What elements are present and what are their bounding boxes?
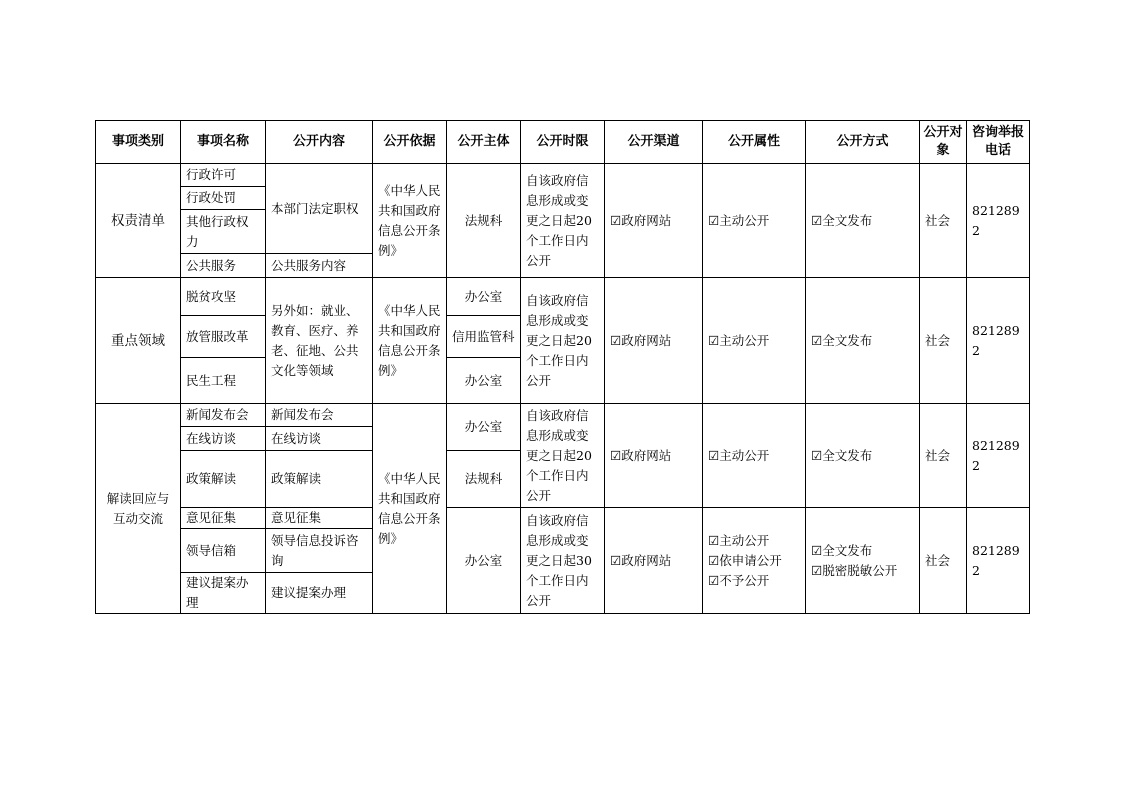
- content-cell: 政策解读: [266, 451, 373, 508]
- item-name-cell: 行政许可: [181, 164, 266, 187]
- item-name-cell: 政策解读: [181, 451, 266, 508]
- item-name-cell: 放管服改革: [181, 316, 266, 358]
- target-cell: 社会: [920, 278, 967, 404]
- item-name-cell: 建议提案办理: [181, 573, 266, 614]
- attribute-cell: ☑主动公开: [703, 278, 806, 404]
- item-name-cell: 行政处罚: [181, 187, 266, 210]
- content-cell: 另外如：就业、教育、医疗、养老、征地、公共文化等领域: [266, 278, 373, 404]
- category-cell: 解读回应与互动交流: [96, 404, 181, 614]
- header-category: 事项类别: [96, 121, 181, 164]
- item-name-cell: 民生工程: [181, 358, 266, 404]
- phone-cell: 8212892: [967, 278, 1030, 404]
- header-phone: 咨询举报电话: [967, 121, 1030, 164]
- attribute-cell: ☑主动公开: [703, 164, 806, 278]
- header-subject: 公开主体: [447, 121, 521, 164]
- header-row: [96, 121, 1030, 164]
- attribute-option: ☑不予公开: [708, 572, 770, 588]
- category-cell: 重点领域: [96, 278, 181, 404]
- header-method: 公开方式: [806, 121, 920, 164]
- channel-cell: ☑政府网站: [605, 164, 703, 278]
- channel-cell: ☑政府网站: [605, 278, 703, 404]
- content-cell: 领导信息投诉咨询: [266, 529, 373, 573]
- phone-cell: 8212892: [967, 164, 1030, 278]
- phone-cell: 8212892: [967, 508, 1030, 614]
- basis-cell: 《中华人民共和国政府信息公开条例》: [373, 404, 447, 614]
- subject-cell: 法规科: [447, 451, 521, 508]
- target-cell: 社会: [920, 164, 967, 278]
- basis-cell: 《中华人民共和国政府信息公开条例》: [373, 278, 447, 404]
- attribute-cell: ☑主动公开: [703, 404, 806, 508]
- content-cell: 意见征集: [266, 508, 373, 529]
- method-cell: [806, 508, 920, 614]
- content-cell: 公共服务内容: [266, 254, 373, 278]
- attribute-option: ☑主动公开: [708, 532, 770, 548]
- item-name-cell: 公共服务: [181, 254, 266, 278]
- header-attribute: 公开属性: [703, 121, 806, 164]
- method-cell: ☑全文发布: [806, 164, 920, 278]
- item-name-cell: 新闻发布会: [181, 404, 266, 427]
- time-limit-cell: 自该政府信息形成或变更之日起30个工作日内公开: [521, 508, 605, 614]
- item-name-cell: 意见征集: [181, 508, 266, 529]
- subject-cell: 法规科: [447, 164, 521, 278]
- item-name-cell: 领导信箱: [181, 529, 266, 573]
- content-cell: 新闻发布会: [266, 404, 373, 427]
- header-item-name: 事项名称: [181, 121, 266, 164]
- method-cell: ☑全文发布: [806, 404, 920, 508]
- subject-cell: 信用监管科: [447, 316, 521, 358]
- content-cell: 本部门法定职权: [266, 164, 373, 254]
- time-limit-cell: 自该政府信息形成或变更之日起20个工作日内公开: [521, 278, 605, 404]
- subject-cell: 办公室: [447, 278, 521, 316]
- phone-cell: 8212892: [967, 404, 1030, 508]
- header-channel: 公开渠道: [605, 121, 703, 164]
- subject-cell: 办公室: [447, 404, 521, 451]
- category-cell: 权责清单: [96, 164, 181, 278]
- content-cell: 在线访谈: [266, 427, 373, 451]
- content-cell: 建议提案办理: [266, 573, 373, 614]
- header-content: 公开内容: [266, 121, 373, 164]
- table-row: [96, 278, 1030, 316]
- subject-cell: 办公室: [447, 508, 521, 614]
- time-limit-cell: 自该政府信息形成或变更之日起20个工作日内公开: [521, 404, 605, 508]
- header-time-limit: 公开时限: [521, 121, 605, 164]
- header-target: 公开对象: [920, 121, 967, 164]
- method-option: ☑全文发布: [811, 542, 873, 558]
- table-row: [96, 404, 1030, 427]
- time-limit-cell: 自该政府信息形成或变更之日起20个工作日内公开: [521, 164, 605, 278]
- item-name-cell: 脱贫攻坚: [181, 278, 266, 316]
- method-option: ☑脱密脱敏公开: [811, 562, 898, 578]
- method-cell: ☑全文发布: [806, 278, 920, 404]
- header-basis: 公开依据: [373, 121, 447, 164]
- disclosure-table: [95, 120, 1030, 614]
- channel-cell: ☑政府网站: [605, 404, 703, 508]
- attribute-cell: [703, 508, 806, 614]
- target-cell: 社会: [920, 508, 967, 614]
- item-name-cell: 其他行政权力: [181, 210, 266, 254]
- item-name-cell: 在线访谈: [181, 427, 266, 451]
- basis-cell: 《中华人民共和国政府信息公开条例》: [373, 164, 447, 278]
- channel-cell: ☑政府网站: [605, 508, 703, 614]
- table-row: [96, 508, 1030, 529]
- table-row: [96, 164, 1030, 187]
- target-cell: 社会: [920, 404, 967, 508]
- subject-cell: 办公室: [447, 358, 521, 404]
- attribute-option: ☑依申请公开: [708, 552, 782, 568]
